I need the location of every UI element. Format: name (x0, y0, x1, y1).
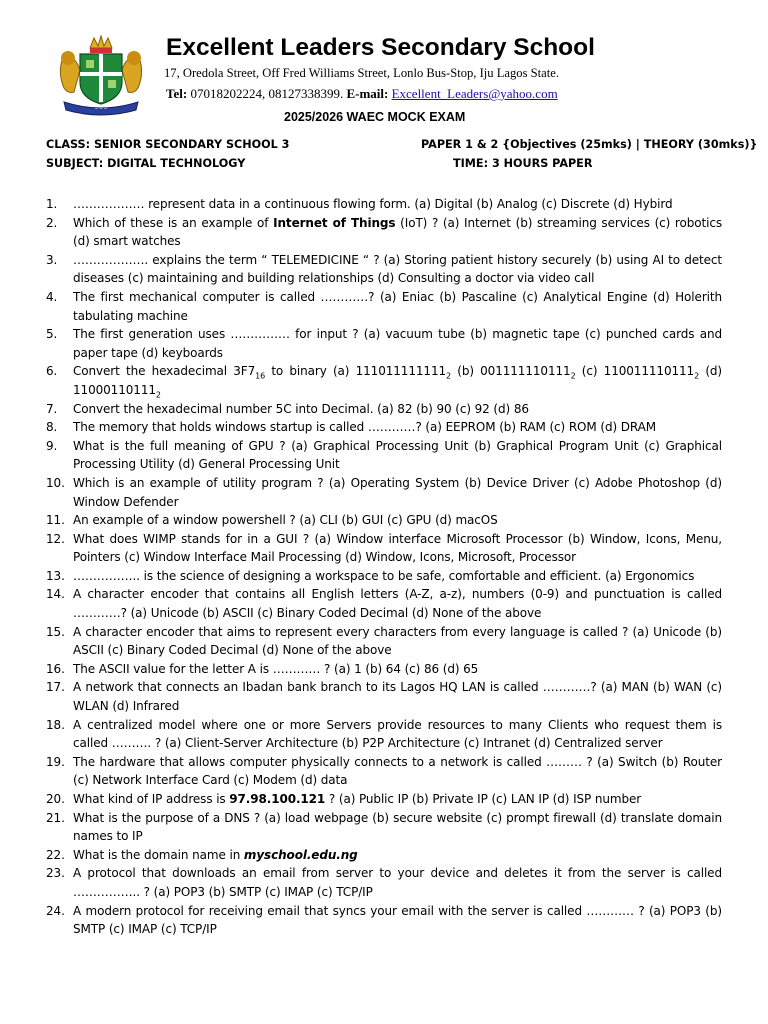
question-text (73, 214, 722, 251)
question-text (73, 288, 722, 325)
question-number: 23. (46, 866, 65, 881)
question-item (46, 362, 722, 399)
question-number: 2. (46, 215, 58, 230)
question-text-part: to binary (a) 111011111111 (265, 364, 447, 379)
tel-value: 07018202224, 08127338399. (187, 86, 347, 101)
question-item (46, 864, 722, 901)
question-text-part: A centralized model where one or more Servers provide resources to many Clients who request them is called ………. ? (a) Client-Server Architecture (b) P2P Architecture (c) Intranet (d) Centralized server (73, 717, 722, 751)
question-text (73, 530, 722, 567)
question-number: 16. (46, 661, 65, 676)
question-item (46, 195, 722, 214)
question-text-part: Convert the hexadecimal 3F7 (73, 364, 256, 379)
question-number: 15. (46, 624, 65, 639)
question-item (46, 660, 722, 679)
question-number: 12. (46, 531, 65, 546)
paper-line: PAPER 1 & 2 {Objectives (25mks) | THEORY (30mks)} (421, 138, 758, 151)
question-text (73, 251, 722, 288)
question-number: 11. (46, 513, 65, 528)
question-text-part: What does WIMP stands for in a GUI ? (a) Window interface Microsoft Processor (b) Window, Icons, Menu, Pointers (c) Window Interface Mail Processing (d) Window, Icons, Microsoft, Processor (73, 531, 722, 565)
question-text (73, 362, 722, 399)
question-item (46, 251, 722, 288)
question-number: 6. (46, 364, 58, 379)
question-text (73, 678, 722, 715)
question-text-part: (d) 11000110111 (73, 364, 722, 397)
question-text-part: 2 (155, 390, 161, 400)
question-number: 13. (46, 568, 65, 583)
question-item (46, 511, 722, 530)
question-number: 20. (46, 792, 65, 806)
question-text-part: The hardware that allows computer physically connects to a network is called ……… ? (a) Switch (b) Router (c) Network Interface Card (c) Modem (d) data (73, 754, 722, 788)
question-number: 1. (46, 197, 58, 211)
question-text (73, 585, 722, 622)
question-text (73, 195, 722, 214)
question-item (46, 474, 722, 511)
question-item (46, 902, 722, 939)
question-number: 24. (46, 903, 65, 918)
contact-line (166, 86, 558, 102)
question-number: 22. (46, 847, 65, 862)
question-text-part: (c) 110011110111 (575, 364, 695, 379)
question-number: 7. (46, 401, 58, 416)
question-text (73, 753, 722, 790)
question-number: 5. (46, 327, 58, 342)
question-text-part: What is the purpose of a DNS ? (a) load webpage (b) secure website (c) prompt firewall (d) translate domain names to IP (73, 810, 722, 844)
question-list (46, 195, 722, 939)
question-text (73, 809, 722, 846)
question-text-part: What kind of IP address is (73, 792, 230, 806)
tel-label: Tel: (166, 86, 188, 101)
question-text-part: 16 (255, 371, 266, 381)
question-text-part: (IoT) ? (a) Internet (b) streaming services (c) robotics (d) smart watches (73, 215, 722, 249)
question-number: 19. (46, 754, 65, 769)
question-number: 9. (46, 438, 58, 453)
question-text-part: The first generation uses …………… for input ? (a) vacuum tube (b) magnetic tape (c) punched cards and paper tape (d) keyboards (73, 327, 722, 360)
question-text-part: What is the domain name in (73, 847, 244, 862)
question-text-part: A protocol that downloads an email from server to your device and deletes it from the server is called …………….. ? (a) POP3 (b) SMTP (c) IMAP (c) TCP/IP (73, 866, 722, 899)
question-text-part: 2 (694, 371, 700, 381)
question-item (46, 437, 722, 474)
email-label: E-mail: (346, 86, 389, 101)
question-text (73, 864, 722, 901)
svg-text:~ ~ ~: ~ ~ ~ (94, 106, 108, 111)
question-text (73, 846, 722, 865)
question-number: 17. (46, 680, 65, 695)
subject-line: SUBJECT: DIGITAL TECHNOLOGY (46, 157, 246, 170)
question-text-part: A network that connects an Ibadan bank branch to its Lagos HQ LAN is called …………? (a) MAN (b) WAN (c) WLAN (d) Infrared (73, 680, 722, 714)
question-text-part: A character encoder that contains all English letters (A-Z, a-z), numbers (0-9) and punctuation is called …………? (a) Unicode (b) ASCII (c) Binary Coded Decimal (d) None of the above (73, 587, 722, 621)
school-address: 17, Oredola Street, Off Fred Williams Street, Lonlo Bus-Stop, Iju Lagos State. (164, 66, 559, 80)
question-text (73, 400, 722, 419)
question-text-part: Internet of Things (273, 215, 396, 230)
question-text-part: …………….. is the science of designing a workspace to be safe, comfortable and efficient. (a) Ergonomics (73, 568, 695, 583)
school-crest-icon (56, 34, 146, 116)
question-text-part: Which is an example of utility program ? (a) Operating System (b) Device Driver (c) Adobe Photoshop (d) Window Defender (73, 475, 722, 509)
question-number: 21. (46, 810, 65, 825)
question-item (46, 214, 722, 251)
question-text-part: An example of a window powershell ? (a) CLI (b) GUI (c) GPU (d) macOS (73, 513, 498, 528)
email-link[interactable]: Excellent_Leaders@yahoo.com (391, 86, 558, 101)
question-text-part: 97.98.100.121 (229, 792, 326, 806)
question-text-part: Convert the hexadecimal number 5C into Decimal. (a) 82 (b) 90 (c) 92 (d) 86 (73, 401, 529, 416)
class-line: CLASS: SENIOR SECONDARY SCHOOL 3 (46, 138, 290, 151)
question-text-part: Which of these is an example of (73, 215, 274, 230)
question-text (73, 418, 722, 437)
question-text-part: ………………. explains the term “ TELEMEDICINE “ ? (a) Storing patient history securely (b) using AI to detect diseases (c) maintaining and building relationships (d) Consulting a doctor via video call (73, 252, 722, 286)
question-text (73, 567, 722, 586)
question-text (73, 716, 722, 753)
question-item (46, 809, 722, 846)
question-text-part: What is the full meaning of GPU ? (a) Graphical Processing Unit (b) Graphical Program Unit (c) Graphical Processing Utility (d) General Processing Unit (73, 438, 722, 472)
question-text-part: myschool.edu.ng (243, 847, 358, 862)
question-text-part: ? (a) Public IP (b) Private IP (c) LAN IP (d) ISP number (325, 792, 642, 806)
question-text (73, 325, 722, 362)
question-text (73, 623, 722, 660)
question-number: 14. (46, 587, 65, 602)
question-number: 8. (46, 420, 58, 435)
question-text (73, 474, 722, 511)
time-line: TIME: 3 HOURS PAPER (453, 157, 593, 170)
question-item (46, 400, 722, 419)
question-item (46, 846, 722, 865)
question-item (46, 567, 722, 586)
question-text-part: The ASCII value for the letter A is ………… ? (a) 1 (b) 64 (c) 86 (d) 65 (73, 661, 479, 676)
question-text (73, 437, 722, 474)
question-text-part: (b) 001111110111 (451, 364, 571, 379)
question-item (46, 288, 722, 325)
question-number: 18. (46, 717, 65, 732)
question-text (73, 902, 722, 939)
question-item (46, 753, 722, 790)
question-item (46, 716, 722, 753)
question-item (46, 790, 722, 809)
question-item (46, 530, 722, 567)
question-text-part: ……………… represent data in a continuous flowing form. (a) Digital (b) Analog (c) Discrete (d) Hybird (73, 197, 673, 211)
question-item (46, 678, 722, 715)
school-name: Excellent Leaders Secondary School (166, 34, 595, 61)
question-text-part: 2 (446, 371, 452, 381)
question-number: 4. (46, 289, 58, 304)
question-text-part: A character encoder that aims to represent every characters from every language is called ? (a) Unicode (b) ASCII (c) Binary Coded Decimal (d) None of the above (73, 624, 722, 658)
question-text (73, 660, 722, 679)
question-text-part: 2 (570, 371, 576, 381)
question-text-part: The memory that holds windows startup is called …………? (a) EEPROM (b) RAM (c) ROM (d) DRAM (73, 420, 657, 435)
question-text-part: A modern protocol for receiving email that syncs your email with the server is called ………… ? (a) POP3 (b) SMTP (c) IMAP (c) TCP/IP (73, 903, 722, 937)
question-item (46, 418, 722, 437)
question-number: 3. (46, 252, 58, 267)
question-item (46, 325, 722, 362)
question-item (46, 585, 722, 622)
question-number: 10. (46, 475, 65, 490)
exam-title: 2025/2026 WAEC MOCK EXAM (284, 110, 466, 124)
question-text-part: The first mechanical computer is called …………? (a) Eniac (b) Pascaline (c) Analytical Engine (d) Holerith tabulating machine (73, 289, 722, 323)
question-text (73, 790, 722, 809)
question-text (73, 511, 722, 530)
question-item (46, 623, 722, 660)
